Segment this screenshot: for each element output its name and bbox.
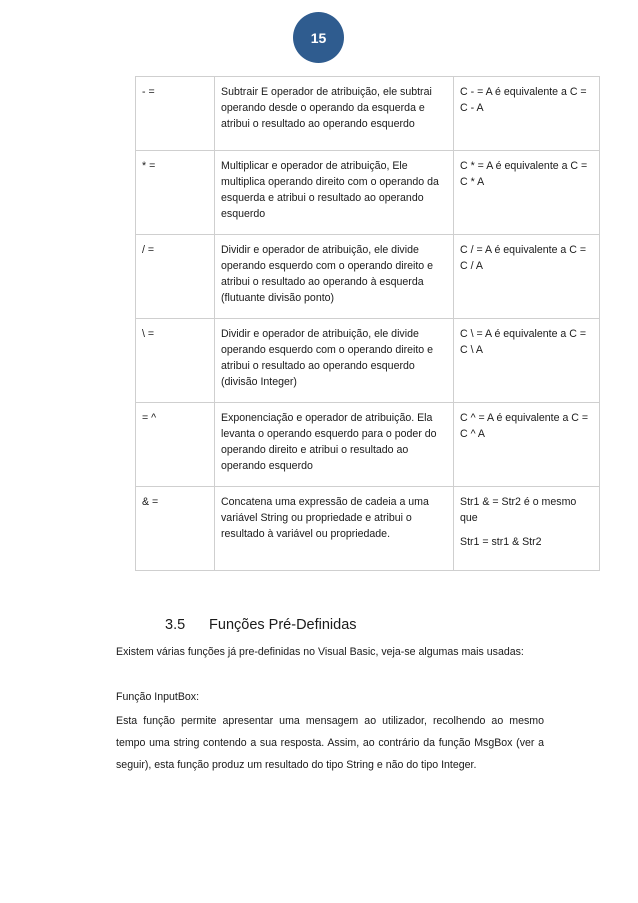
description-cell: [215, 487, 454, 571]
example-text: C * = A é equivalente a C = C * A: [460, 160, 588, 188]
example-text: C \ = A é equivalente a C = C \ A: [460, 328, 587, 356]
table-row: [136, 487, 600, 571]
function-label: Função InputBox:: [116, 691, 200, 703]
example-text: C - = A é equivalente a C = C - A: [460, 86, 587, 114]
example-text: C ^ = A é equivalente a C = C ^ A: [460, 412, 589, 440]
description-cell: [215, 77, 454, 151]
table-row: [136, 319, 600, 403]
function-description: Esta função permite apresentar uma mensagem ao utilizador, recolhendo ao mesmo tempo uma string contendo a sua resposta. Assim, ao contrário da função MsgBox (ver a seguir), esta função produz um resultado do tipo String e não do tipo Integer.: [116, 715, 544, 771]
example-text: Str1 = str1 & Str2: [460, 536, 542, 548]
description-text: Concatena uma expressão de cadeia a uma variável String ou propriedade e atribui o resultado à variável ou propriedade.: [221, 496, 429, 540]
description-text: Subtrair E operador de atribuição, ele subtrai operando desde o operando da esquerda e atribui o resultado ao operando esquerdo: [221, 86, 432, 130]
table-row: [136, 151, 600, 235]
operator-cell: \ =: [136, 319, 215, 403]
example-cell: [454, 77, 600, 151]
assignment-operators-table: [135, 76, 600, 571]
section-number: 3.5: [165, 617, 186, 633]
page-number-badge: [293, 12, 344, 63]
description-text: Exponenciação e operador de atribuição. Ela levanta o operando esquerdo para o poder do operando direito e atribui o resultado ao operando esquerdo: [221, 412, 437, 472]
example-cell: [454, 403, 600, 487]
operator-cell: / =: [136, 235, 215, 319]
operator-cell: - =: [136, 77, 215, 151]
description-text: Dividir e operador de atribuição, ele divide operando esquerdo com o operando direito e atribui o resultado ao operando à esquerda (flutuante divisão ponto): [221, 244, 434, 304]
example-cell: [454, 151, 600, 235]
section-heading: [165, 617, 357, 633]
section-title: Funções Pré-Definidas: [209, 617, 357, 633]
table-row: [136, 403, 600, 487]
intro-paragraph: Existem várias funções já pre-definidas no Visual Basic, veja-se algumas mais usadas:: [116, 646, 524, 658]
operator-cell: & =: [136, 487, 215, 571]
description-cell: [215, 319, 454, 403]
operator-cell: = ^: [136, 403, 215, 487]
table-row: [136, 77, 600, 151]
example-cell: [454, 235, 600, 319]
example-cell: [454, 487, 600, 571]
page-number: 15: [310, 29, 327, 46]
table-row: [136, 235, 600, 319]
operator-cell: * =: [136, 151, 215, 235]
description-cell: [215, 235, 454, 319]
description-text: Dividir e operador de atribuição, ele divide operando esquerdo com o operando direito e atribui o resultado ao operando esquerdo (divisão Integer): [221, 328, 434, 388]
example-cell: [454, 319, 600, 403]
example-text: Str1 & = Str2 é o mesmo que: [460, 496, 577, 524]
description-cell: [215, 403, 454, 487]
table-body: [136, 77, 600, 571]
description-cell: [215, 151, 454, 235]
description-text: Multiplicar e operador de atribuição, Ele multiplica operando direito com o operando da esquerda e atribui o resultado ao operando esquerdo: [221, 160, 439, 220]
example-text: C / = A é equivalente a C = C / A: [460, 244, 587, 272]
